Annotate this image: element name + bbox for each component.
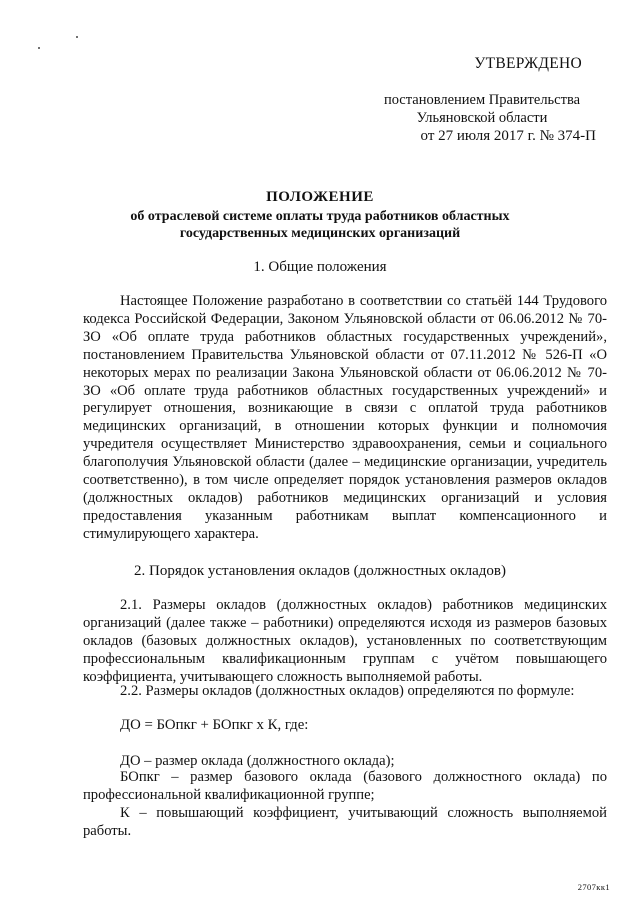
document-title: ПОЛОЖЕНИЕ bbox=[266, 189, 374, 205]
section-heading-salaries: 2. Порядок установления окладов (должностных окладов) bbox=[134, 563, 506, 579]
formula-definition: ДО – размер оклада (должностного оклада); bbox=[120, 753, 395, 769]
decree-line: постановлением Правительства bbox=[383, 92, 581, 108]
document-code: 2707кк1 bbox=[577, 882, 610, 892]
section-heading-general: 1. Общие положения bbox=[253, 259, 387, 275]
approval-stamp: УТВЕРЖДЕНО bbox=[474, 55, 582, 72]
decree-date: от 27 июля 2017 г. № 374-П bbox=[420, 128, 596, 144]
formula-definition: БОпкг – размер базового оклада (базового должностного оклада) по профессиональной квалификационной группе; bbox=[83, 769, 607, 803]
scan-speck bbox=[38, 47, 40, 49]
document-subtitle: об отраслевой системе оплаты труда работников областных государственных медицинских организаций bbox=[130, 209, 510, 241]
salary-formula: ДО = БОпкг + БОпкг х К, где: bbox=[120, 717, 309, 733]
clause-2-2: 2.2. Размеры окладов (должностных окладов) определяются по формуле: bbox=[120, 683, 575, 699]
formula-definition: К – повышающий коэффициент, учитывающий сложность выполняемой работы. bbox=[83, 805, 607, 839]
scan-speck bbox=[76, 36, 78, 38]
section-1-paragraph: Настоящее Положение разработано в соответствии со статьёй 144 Трудового кодекса Российской Федерации, Законом Ульяновской области от 06.06.2012 № 70-ЗО «Об оплате труда работников областных государственных учреждений», постановлением Правительства Ульяновской области от 07.11.2012 № 526-П «О некоторых мерах по реализации Закона Ульяновской области от 06.06.2012 № 70-ЗО «Об оплате труда работников областных государственных учреждений» и регулирует отношения, возникающие в связи с оплатой труда работников медицинских организаций, в отношении которых функции и полномочия учредителя осуществляет Министерство здравоохранения, семьи и социального благополучия Ульяновской области (далее – медицинские организации, учредитель соответственно), в том числе определяет порядок установления размеров окладов (должностных окладов) работников медицинских организаций и условия предоставления указанным работникам выплат компенсационного и стимулирующего характера. bbox=[83, 293, 607, 542]
approval-decree bbox=[362, 91, 602, 127]
clause-2-1: 2.1. Размеры окладов (должностных окладов) работников медицинских организаций (далее также – работники) определяются исходя из размеров базовых окладов (базовых должностных окладов), установленных по соответствующим профессиональным квалификационным группам с учётом повышающего коэффициента, учитывающего сложность выполняемой работы. bbox=[83, 597, 607, 685]
decree-line: Ульяновской области bbox=[416, 110, 548, 126]
